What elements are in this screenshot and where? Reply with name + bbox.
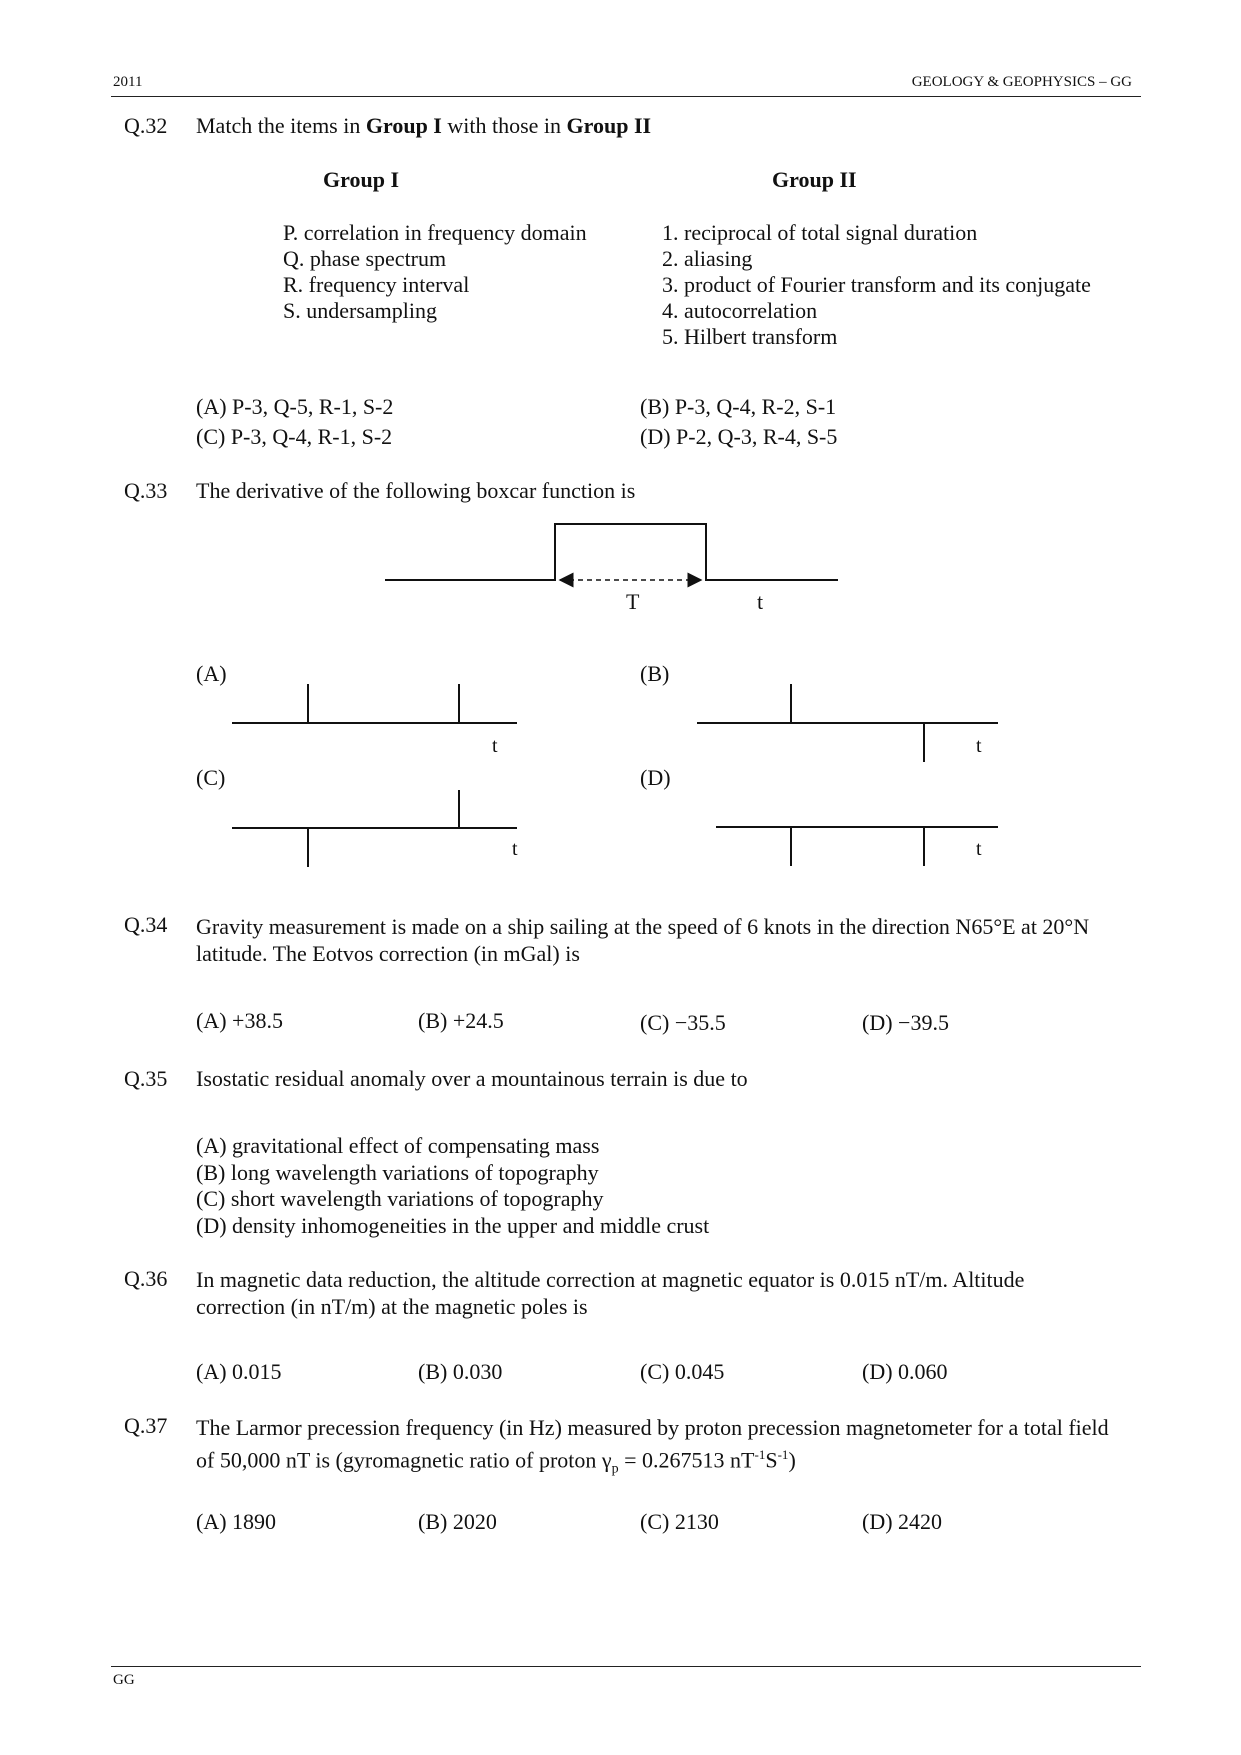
q37-option-a: (A) 1890 (196, 1509, 277, 1534)
q37-text: The Larmor precession frequency (in Hz) measured by proton precession magnetometer for a total field of 50,000 nT is (gyromagnetic ratio of proton $\gamma_p = 0.267513$ $nT^{-1}S^{-1}$) (196, 1415, 1109, 1477)
q35-option-a: (A) gravitational effect of compensating mass (196, 1133, 600, 1158)
q37-option-d: (D) 2420 (862, 1509, 943, 1534)
option-d-figure (716, 827, 998, 866)
list-item: 5. Hilbert transform (662, 324, 838, 349)
option-b-t-label: t (976, 735, 982, 757)
option-d-t-label: t (976, 838, 982, 860)
q35-option-d: (D) density inhomogeneities in the upper and middle crust (196, 1212, 710, 1238)
q32-group1-title: Group I (323, 167, 400, 192)
q36-option-a: (A) 0.015 (196, 1359, 282, 1384)
option-c-t-label: t (512, 838, 518, 860)
list-item: 4. autocorrelation (662, 298, 818, 323)
boxcar-figure (385, 524, 838, 580)
q36-number: Q.36 (124, 1266, 168, 1291)
q35-options (196, 1133, 709, 1239)
boxcar-T-label: T (626, 589, 640, 614)
q37-option-b: (B) 2020 (418, 1509, 497, 1534)
header-subject: GEOLOGY & GEOPHYSICS – GG (911, 74, 1132, 90)
q33-option-b: (B) (640, 661, 670, 686)
q36-option-c: (C) 0.045 (640, 1359, 725, 1384)
q35-text: Isostatic residual anomaly over a mountainous terrain is due to (196, 1066, 748, 1091)
option-a-t-label: t (492, 735, 498, 757)
q34-option-a: (A) +38.5 (196, 1008, 283, 1033)
list-item: 2. aliasing (662, 246, 753, 271)
q34-number: Q.34 (124, 912, 168, 937)
q34-option-d: (D) −39.5 (862, 1010, 949, 1035)
boxcar-t-label: t (757, 589, 764, 614)
q35-option-b: (B) long wavelength variations of topography (196, 1159, 599, 1185)
option-b-figure (697, 684, 998, 762)
list-item: P. correlation in frequency domain (283, 220, 587, 245)
q32-option-c: (C) P-3, Q-4, R-1, S-2 (196, 424, 393, 449)
q33-text: The derivative of the following boxcar function is (196, 478, 636, 503)
list-item: 3. product of Fourier transform and its conjugate (662, 272, 1091, 297)
q33-option-c: (C) (196, 765, 226, 790)
q36-text: In magnetic data reduction, the altitude correction at magnetic equator is 0.015 nT/m. Altitude correction (in nT/m) at the magnetic poles is (196, 1267, 1025, 1319)
q36-option-d: (D) 0.060 (862, 1359, 948, 1384)
q32-text: Match the items in Group I with those in Group II (196, 113, 652, 138)
q35-option-c: (C) short wavelength variations of topography (196, 1186, 604, 1211)
list-item: Q. phase spectrum (283, 246, 447, 271)
q33-option-d: (D) (640, 765, 671, 790)
list-item: S. undersampling (283, 298, 437, 323)
header-year: 2011 (113, 74, 143, 90)
footer-code: GG (113, 1672, 135, 1688)
q32-option-d: (D) P-2, Q-3, R-4, S-5 (640, 424, 838, 449)
q33-option-a: (A) (196, 661, 227, 686)
footer-rule (111, 1666, 1141, 1667)
option-a-figure (232, 684, 517, 723)
q35-number: Q.35 (124, 1066, 168, 1091)
q32-number: Q.32 (124, 113, 168, 138)
q34-text: Gravity measurement is made on a ship sailing at the speed of 6 knots in the direction N65°E at 20°N latitude. The Eotvos correction (in mGal) is (196, 914, 1090, 966)
option-c-figure (232, 790, 517, 867)
q34-option-b: (B) +24.5 (418, 1008, 504, 1033)
list-item: R. frequency interval (283, 272, 470, 297)
q37-number: Q.37 (124, 1413, 168, 1438)
q32-option-b: (B) P-3, Q-4, R-2, S-1 (640, 394, 837, 419)
list-item: 1. reciprocal of total signal duration (662, 220, 978, 245)
q37-option-c: (C) 2130 (640, 1509, 719, 1534)
q36-option-b: (B) 0.030 (418, 1359, 503, 1384)
q34-option-c: (C) −35.5 (640, 1010, 726, 1035)
q33-number: Q.33 (124, 478, 168, 503)
q32-option-a: (A) P-3, Q-5, R-1, S-2 (196, 394, 394, 419)
q32-group2-title: Group II (772, 167, 857, 192)
